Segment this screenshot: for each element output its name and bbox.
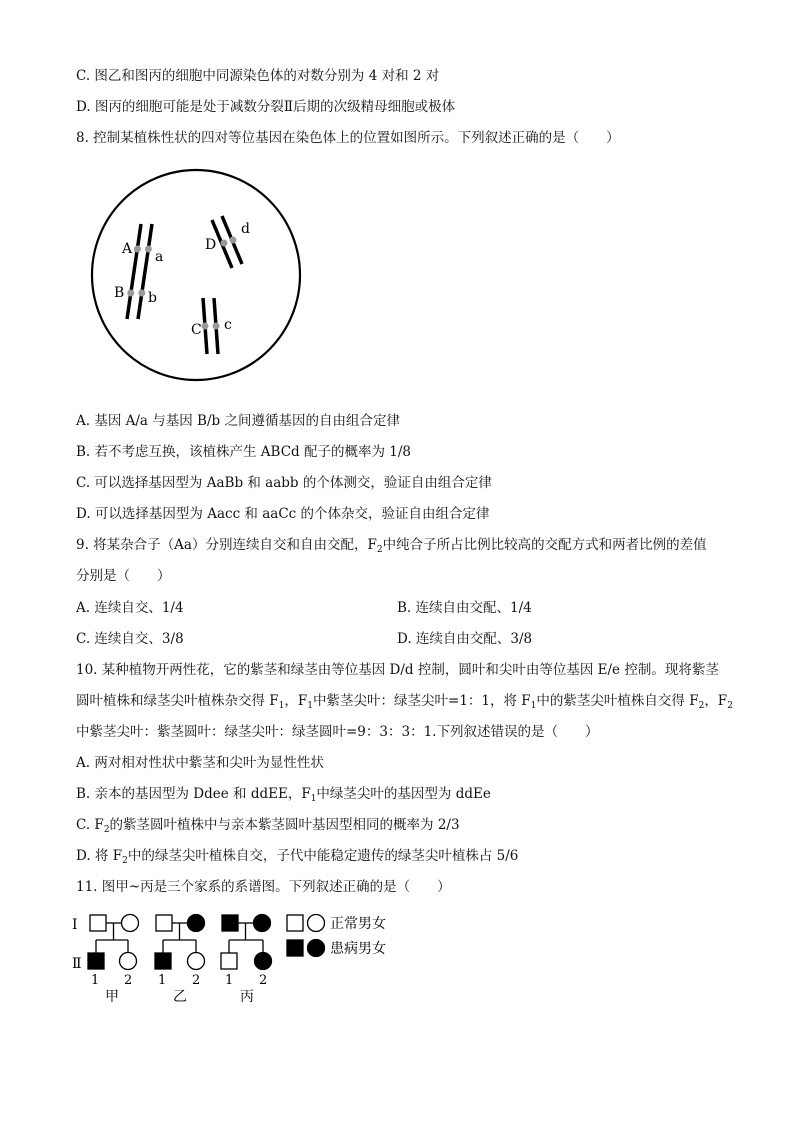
gene-label-C: C [191,322,202,338]
q8-stem: 8. 控制某植株性状的四对等位基因在染色体上的位置如图所示。下列叙述正确的是（ ） [76,130,620,146]
individual-number: 2 [259,973,268,988]
q9-option-d: D. 连续自由交配、3/8 [397,631,533,647]
q7-option-c: C. 图乙和图丙的细胞中同源染色体的对数分别为 4 对和 2 对 [76,68,440,84]
q10-option-d: D. 将 $F_2$中的绿茎尖叶植株自交，子代中能稳定遗传的绿茎尖叶植株占 5/6 [76,848,519,866]
q9-stem-line1: 9. 将某杂合子（Aa）分别连续自交和自由交配，$F_2$中纯合子所占比例比较高的交配方式和两者比例的差值 [76,537,707,555]
pedigree-figure [70,905,400,1005]
q8-option-d: D. 可以选择基因型为 Aacc 和 aaCc 的个体杂交，验证自由组合定律 [76,506,490,522]
q10-option-a: A. 两对相对性状中紫茎和尖叶为显性性状 [76,755,324,771]
q9-option-b: B. 连续自由交配、1/4 [397,600,532,616]
gene-label-c: c [224,317,232,333]
q9-option-a: A. 连续自交、1/4 [76,600,184,616]
q8-option-c: C. 可以选择基因型为 AaBb 和 aabb 的个体测交，验证自由组合定律 [76,475,492,491]
legend-normal-label: 正常男女 [330,916,386,932]
q10-stem-line3: 中紫茎尖叶：紫茎圆叶：绿茎尖叶：绿茎圆叶=9：3：3：1.下列叙述错误的是（ ） [76,724,599,740]
family-label-jia: 甲 [105,989,119,1005]
chromosome-figure [85,164,310,386]
gene-label-D: D [205,237,217,253]
q10-stem-line2: 圆叶植株和绿茎尖叶植株杂交得 $F_1$，$F_1$中紫茎尖叶：绿茎尖叶=1：1，将 $F_1$中的紫茎尖叶植株自交得 $F_2$，$F_2$ [76,693,733,711]
individual-number: 1 [158,973,167,988]
q8-option-a: A. 基因 A/a 与基因 B/b 之间遵循基因的自由组合定律 [76,413,400,429]
q10-option-c: C. $F_2$的紫茎圆叶植株中与亲本紫茎圆叶基因型相同的概率为 2/3 [76,817,460,835]
legend-affected-label: 患病男女 [330,941,386,957]
gene-label-A: A [122,241,133,257]
individual-number: 2 [124,973,133,988]
q7-option-d: D. 图丙的细胞可能是处于减数分裂Ⅱ后期的次级精母细胞或极体 [76,99,456,115]
family-label-yi: 乙 [173,989,187,1005]
individual-number: 1 [91,973,100,988]
family-label-bing: 丙 [240,989,254,1005]
q10-stem-line1: 10. 某种植物开两性花，它的紫茎和绿茎由等位基因 D/d 控制，圆叶和尖叶由等位基因 E/e 控制。现将紫茎 [76,662,719,678]
q8-option-b: B. 若不考虑互换，该植株产生 ABCd 配子的概率为 1/8 [76,444,411,460]
gene-label-b: b [148,290,157,306]
q11-stem: 11. 图甲~丙是三个家系的系谱图。下列叙述正确的是（ ） [76,879,451,895]
generation-label-1: Ⅰ [72,917,78,933]
gene-label-B: B [114,285,125,301]
q9-option-c: C. 连续自交、3/8 [76,631,184,647]
q9-stem-line2: 分别是（ ） [76,568,171,584]
q10-option-b: B. 亲本的基因型为 Ddee 和 ddEE，$F_1$中绿茎尖叶的基因型为 ddEe [76,786,491,804]
individual-number: 2 [192,973,201,988]
gene-label-a: a [155,249,164,265]
gene-label-d: d [241,221,250,237]
generation-label-2: Ⅱ [72,956,82,972]
individual-number: 1 [225,973,234,988]
